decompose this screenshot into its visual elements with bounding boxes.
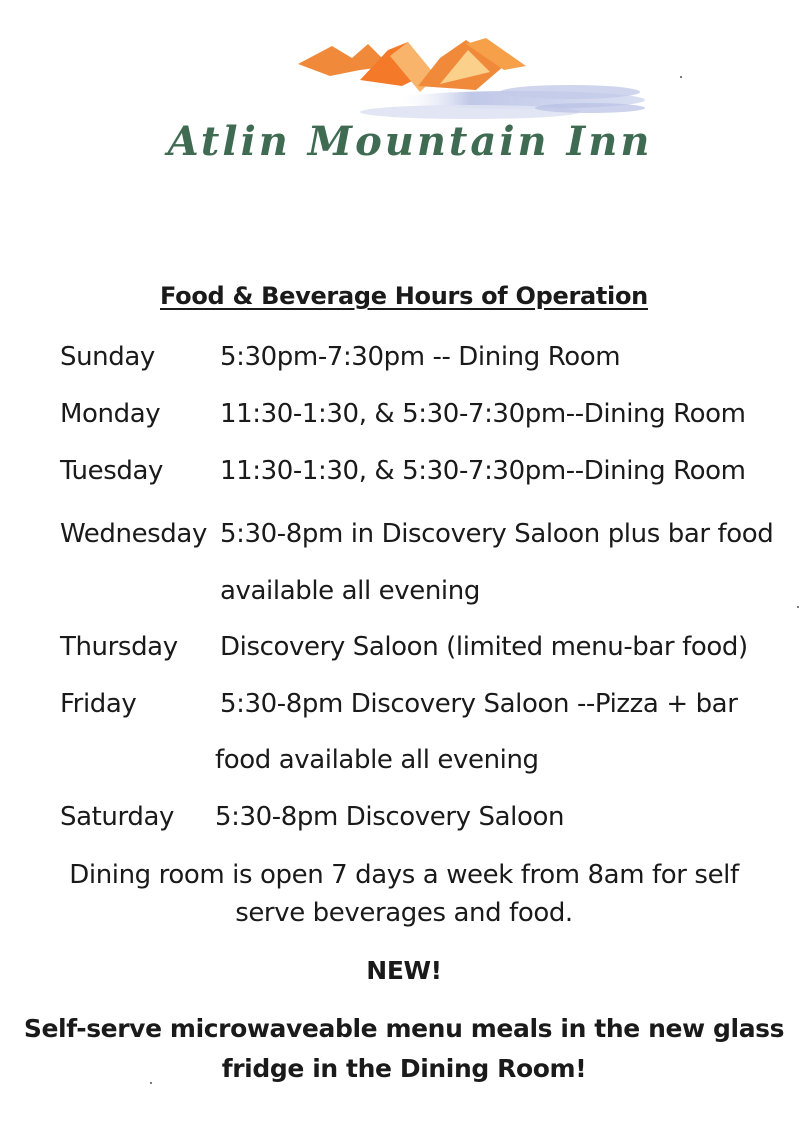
hours-sunday: 5:30pm-7:30pm -- Dining Room [220,342,621,372]
mountain-logo-icon [290,36,650,126]
day-monday: Monday [60,399,161,429]
hours-wednesday-line2: available all evening [220,576,480,606]
hours-wednesday: 5:30-8pm in Discovery Saloon plus bar food [220,519,774,549]
day-friday: Friday [60,689,137,719]
hours-thursday: Discovery Saloon (limited menu-bar food) [220,632,748,662]
day-thursday: Thursday [60,632,178,662]
hours-friday: 5:30-8pm Discovery Saloon --Pizza + bar [220,689,738,719]
page-title: Food & Beverage Hours of Operation [160,282,648,310]
hours-friday-line2: food available all evening [215,745,539,775]
new-badge: NEW! [366,956,442,985]
dining-room-note-line2: serve beverages and food. [235,898,573,928]
announcement-line1: Self-serve microwaveable menu meals in the new glass [23,1014,785,1043]
day-tuesday: Tuesday [60,456,163,486]
day-sunday: Sunday [60,342,155,372]
scan-speck [797,606,799,608]
scan-speck [680,76,682,78]
hours-tuesday: 11:30-1:30, & 5:30-7:30pm--Dining Room [220,456,746,486]
scan-speck [150,1082,152,1084]
announcement-line2: fridge in the Dining Room! [221,1054,587,1083]
logo-wordmark: Atlin Mountain Inn [167,118,653,165]
day-wednesday: Wednesday [60,519,207,549]
hours-saturday: 5:30-8pm Discovery Saloon [215,802,565,832]
dining-room-note-line1: Dining room is open 7 days a week from 8am for self [69,860,739,890]
day-saturday: Saturday [60,802,174,832]
hours-monday: 11:30-1:30, & 5:30-7:30pm--Dining Room [220,399,746,429]
